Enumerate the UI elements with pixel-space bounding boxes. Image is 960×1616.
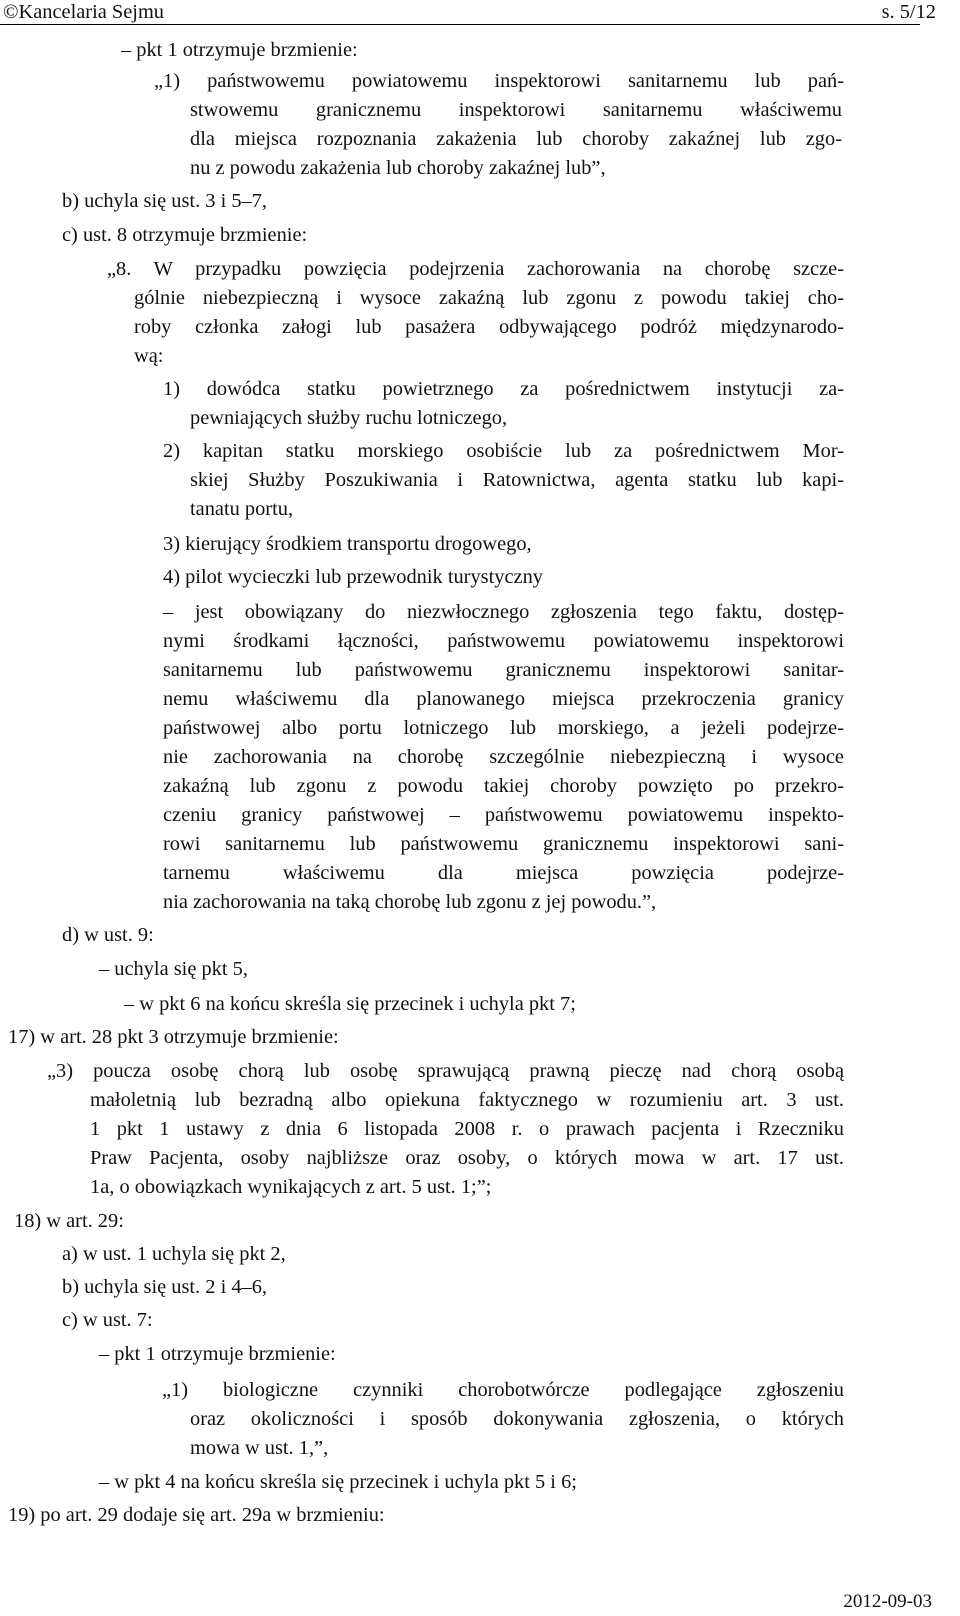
text-line: dla miejsca rozpoznania zakażenia lub choroby zakaźnej lub zgo- bbox=[190, 128, 842, 150]
text-line: c) w ust. 7: bbox=[62, 1309, 153, 1331]
text-line: – w pkt 6 na końcu skreśla się przecinek i uchyla pkt 7; bbox=[124, 993, 576, 1015]
text-line: 3) kierujący środkiem transportu drogowego, bbox=[163, 533, 532, 555]
text-line: – uchyla się pkt 5, bbox=[99, 958, 248, 980]
text-line: 18) w art. 29: bbox=[14, 1210, 124, 1232]
text-line: nemu właściwemu dla planowanego miejsca przekroczenia granicy bbox=[163, 688, 844, 710]
text-line: gólnie niebezpieczną i wysoce zakaźną lub zgonu z powodu takiej cho- bbox=[134, 287, 844, 309]
text-line: 17) w art. 28 pkt 3 otrzymuje brzmienie: bbox=[8, 1026, 339, 1048]
text-line: „3) poucza osobę chorą lub osobę sprawującą prawną pieczę nad chorą osobą bbox=[47, 1060, 844, 1082]
header-page-number: s. 5/12 bbox=[881, 1, 936, 23]
text-line: „1) państwowemu powiatowemu inspektorowi sanitarnemu lub pań- bbox=[154, 70, 844, 92]
text-line: a) w ust. 1 uchyla się pkt 2, bbox=[62, 1243, 286, 1265]
text-line: nu z powodu zakażenia lub choroby zakaźnej lub”, bbox=[190, 157, 606, 179]
text-line: 2) kapitan statku morskiego osobiście lub za pośrednictwem Mor- bbox=[163, 440, 844, 462]
footer-date: 2012-09-03 bbox=[843, 1591, 932, 1612]
text-line: „1) biologiczne czynniki chorobotwórcze podlegające zgłoszeniu bbox=[162, 1379, 844, 1401]
text-line: tarnemu właściwemu dla miejsca powzięcia podejrze- bbox=[163, 862, 844, 884]
text-line: oraz okoliczności i sposób dokonywania zgłoszenia, o których bbox=[190, 1408, 844, 1430]
text-line: pewniających służby ruchu lotniczego, bbox=[190, 407, 508, 429]
text-line: roby członka załogi lub pasażera odbywającego podróż międzynarodo- bbox=[134, 316, 844, 338]
text-line: – w pkt 4 na końcu skreśla się przecinek i uchyla pkt 5 i 6; bbox=[99, 1471, 577, 1493]
text-line: c) ust. 8 otrzymuje brzmienie: bbox=[62, 224, 308, 246]
text-line: – jest obowiązany do niezwłocznego zgłoszenia tego faktu, dostęp- bbox=[163, 601, 844, 623]
text-line: b) uchyla się ust. 2 i 4–6, bbox=[62, 1276, 268, 1298]
text-line: małoletnią lub bezradną albo opiekuna faktycznego w rozumieniu art. 3 ust. bbox=[90, 1089, 844, 1111]
text-line: zakaźną lub zgonu z powodu takiej choroby powzięto po przekro- bbox=[163, 775, 844, 797]
text-line: 4) pilot wycieczki lub przewodnik turystyczny bbox=[163, 566, 543, 588]
header-source: ©Kancelaria Sejmu bbox=[3, 1, 164, 23]
text-line: 1 pkt 1 ustawy z dnia 6 listopada 2008 r. o prawach pacjenta i Rzeczniku bbox=[90, 1118, 844, 1140]
text-line: nie zachorowania na chorobę szczególnie niebezpieczną i wysoce bbox=[163, 746, 844, 768]
text-line: tanatu portu, bbox=[190, 498, 294, 520]
text-line: b) uchyla się ust. 3 i 5–7, bbox=[62, 190, 268, 212]
text-line: 19) po art. 29 dodaje się art. 29a w brzmieniu: bbox=[8, 1504, 385, 1526]
text-line: wą: bbox=[134, 345, 164, 367]
text-line: – pkt 1 otrzymuje brzmienie: bbox=[121, 39, 358, 61]
header-divider bbox=[0, 24, 920, 25]
text-line: nymi środkami łączności, państwowemu powiatowemu inspektorowi bbox=[163, 630, 844, 652]
text-line: 1a, o obowiązkach wynikających z art. 5 ust. 1;”; bbox=[90, 1176, 492, 1198]
text-line: – pkt 1 otrzymuje brzmienie: bbox=[99, 1343, 336, 1365]
text-line: skiej Służby Poszukiwania i Ratownictwa, agenta statku lub kapi- bbox=[190, 469, 844, 491]
text-line: mowa w ust. 1,”, bbox=[190, 1437, 329, 1459]
text-line: 1) dowódca statku powietrznego za pośrednictwem instytucji za- bbox=[163, 378, 844, 400]
text-line: sanitarnemu lub państwowemu granicznemu inspektorowi sanitar- bbox=[163, 659, 844, 681]
text-line: państwowej albo portu lotniczego lub morskiego, a jeżeli podejrze- bbox=[163, 717, 844, 739]
text-line: czeniu granicy państwowej – państwowemu powiatowemu inspekto- bbox=[163, 804, 844, 826]
text-line: Praw Pacjenta, osoby najbliższe oraz osoby, o których mowa w art. 17 ust. bbox=[90, 1147, 844, 1169]
text-line: nia zachorowania na taką chorobę lub zgonu z jej powodu.”, bbox=[163, 891, 657, 913]
text-line: rowi sanitarnemu lub państwowemu granicznemu inspektorowi sani- bbox=[163, 833, 844, 855]
text-line: „8. W przypadku powzięcia podejrzenia zachorowania na chorobę szcze- bbox=[107, 258, 844, 280]
text-line: stwowemu granicznemu inspektorowi sanitarnemu właściwemu bbox=[190, 99, 842, 121]
text-line: d) w ust. 9: bbox=[62, 924, 154, 946]
